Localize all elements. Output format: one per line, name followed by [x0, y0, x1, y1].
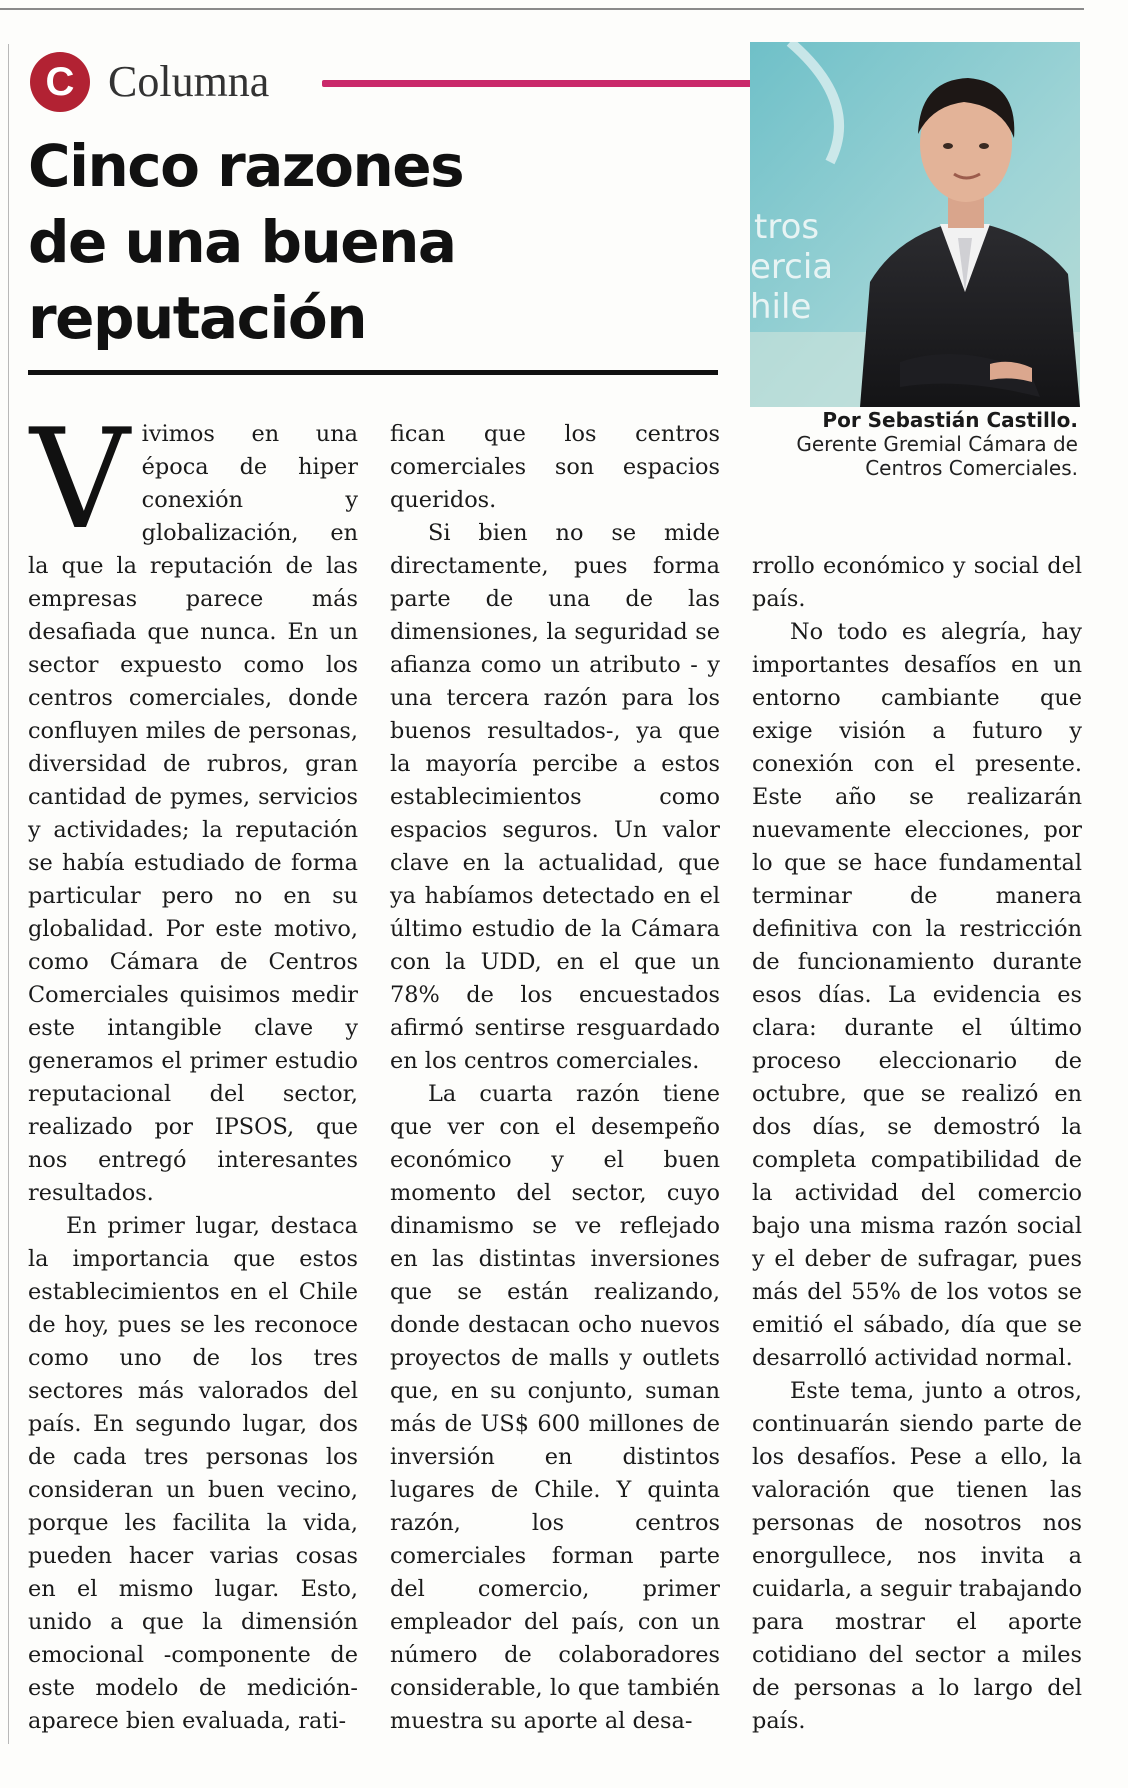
article-paragraph: Si bien no se mide directamente, pues forma parte de una de las dimensiones, la seguridad se afianza como un atributo - y una tercera razón para los buenos resultados-, ya que la mayoría percibe a estos establecimientos como espacios seguros. Un valor clave en la actualidad, que ya habíamos detectado en el último estudio de la Cámara con la UDD, en el que un 78% de los encuestados afirmó sentirse resguardado en los centros comerciales.	[390, 520, 720, 1074]
backdrop-text-3: hile	[750, 287, 812, 327]
article-paragraph: La cuarta razón tiene que ver con el desempeño económico y el buen momento del sector, cuyo dinamismo se ve reflejado en las distintas inversiones que se están realizando, donde destacan ocho nuevos proyectos de malls y outlets que, en su conjunto, suman más de US$ 600 millones de inversión en distintos lugares de Chile. Y quinta razón, los centros comerciales forman parte del comercio, primer empleador del país, con un número de colaboradores considerable, lo que también muestra su aporte al desa-	[390, 1081, 720, 1734]
article-paragraph: En primer lugar, destaca la importancia que estos establecimientos en el Chile de hoy, pues se les reconoce como uno de los tres sectores más valorados del país. En segundo lugar, dos de cada tres personas los consideran un buen vecino, porque les facilita la vida, pueden hacer varias cosas en el mismo lugar. Esto, unido a que la dimensión emocional -componente de este modelo de medición- aparece bien evaluada, rati-	[28, 1213, 358, 1734]
author-portrait-image	[750, 42, 1080, 407]
section-label: Columna	[108, 57, 270, 106]
author-caption	[752, 408, 1078, 480]
section-header	[30, 50, 760, 110]
page-top-rule	[0, 8, 1084, 10]
headline	[28, 128, 708, 356]
article-column-2	[390, 418, 720, 1738]
author-role-line-2: Centros Comerciales.	[865, 456, 1078, 480]
article-paragraph: fican que los centros comerciales son espacios queridos.	[390, 421, 720, 513]
author-photo	[750, 42, 1080, 407]
article-paragraph: No todo es alegría, hay importantes desafíos en un entorno cambiante que exige visión a futuro y conexión con el presente. Este año se realizarán nuevamente elecciones, por lo que se hace fundamental terminar de manera definitiva con la restricción de funcionamiento durante esos días. La evidencia es clara: durante el último proceso eleccionario de octubre, que se realizó en dos días, se demostró la completa compatibilidad de la actividad del comercio bajo una misma razón social y el deber de sufragar, pues más del 55% de los votos se emitió el sábado, día que se desarrolló actividad normal.	[752, 619, 1082, 1371]
backdrop-text-2: ercia	[750, 247, 834, 287]
article-paragraph: Este tema, junto a otros, continuarán siendo parte de los desafíos. Pese a ello, la valoración que tienen las personas de nosotros nos enorgullece, nos invita a cuidarla, a seguir trabajando para mostrar el aporte cotidiano del sector a miles de personas a lo largo del país.	[752, 1378, 1082, 1734]
section-accent-line	[322, 80, 782, 87]
author-byline: Por Sebastián Castillo.	[822, 408, 1078, 432]
author-role-line-1: Gerente Gremial Cámara de	[796, 432, 1078, 456]
headline-line-2: de una buena	[28, 208, 456, 276]
headline-line-1: Cinco razones	[28, 132, 464, 200]
article-paragraph: rrollo económico y social del país.	[752, 553, 1082, 612]
headline-line-3: reputación	[28, 284, 367, 352]
paragraph-text: ivimos en una época de hiper conexión y globalización, en la que la reputación de las empresas parece más desafiada que nunca. En un sector expuesto como los centros comerciales, donde confluyen miles de personas, diversidad de rubros, gran cantidad de pymes, servicios y actividades; la reputación se había estudiado de forma particular pero no en su globalidad. Por este motivo, como Cámara de Centros Comerciales quisimos medir este intangible clave y generamos el primer estudio reputacional del sector, realizado por IPSOS, que nos entregó interesantes resultados.	[28, 421, 358, 1206]
headline-rule	[28, 370, 718, 375]
backdrop-text-1: tros	[754, 207, 820, 247]
column-badge-icon: C	[30, 52, 90, 112]
article-column-1	[28, 399, 358, 1738]
article-paragraph	[28, 399, 358, 1210]
page-left-rule	[8, 44, 9, 1744]
article-column-3	[752, 550, 1082, 1738]
drop-cap: V	[30, 399, 130, 560]
